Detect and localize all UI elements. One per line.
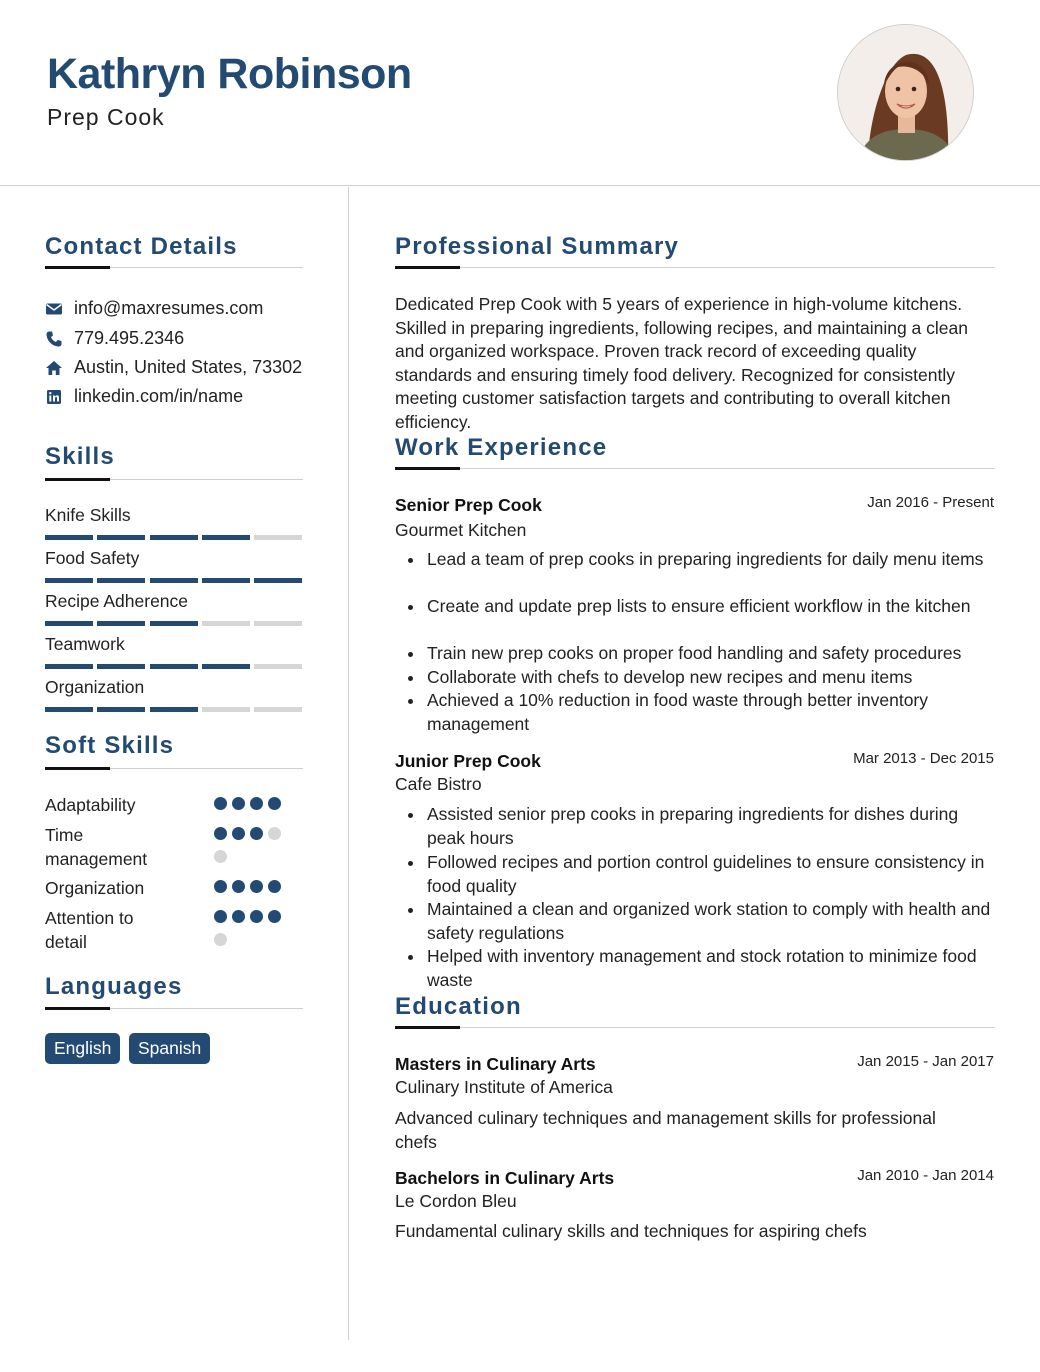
profile-photo-illustration	[838, 25, 974, 161]
degree-description: Advanced culinary techniques and management skills for professional chefs	[395, 1108, 936, 1152]
job-date: Jan 2016 - Present	[867, 494, 994, 511]
skill-level-segment	[254, 621, 302, 626]
skill-level-segment	[202, 664, 250, 669]
job-company: Gourmet Kitchen	[395, 520, 527, 540]
soft-skill-dot	[232, 827, 245, 840]
soft-skill-dot	[232, 797, 245, 810]
degree-title: Masters in Culinary Arts	[395, 1054, 596, 1074]
soft-skill-label: Adaptability	[45, 795, 136, 815]
contact-email-text: info@maxresumes.com	[74, 298, 264, 318]
list-item: Collaborate with chefs to develop new recipes and menu items	[427, 666, 997, 690]
contact-heading-rule	[45, 267, 303, 268]
soft-skill-dot	[214, 933, 227, 946]
contact-email[interactable]	[45, 298, 263, 319]
soft-skills-heading-rule	[45, 768, 303, 769]
skill-label: Food Safety	[45, 548, 140, 568]
degree-school: Culinary Institute of America	[395, 1077, 613, 1097]
list-item: Create and update prep lists to ensure efficient workflow in the kitchen	[427, 595, 997, 619]
contact-phone[interactable]	[45, 328, 184, 349]
list-item: Followed recipes and portion control guidelines to ensure consistency in food quality	[427, 851, 997, 898]
contact-heading: Contact Details	[45, 233, 238, 260]
list-item: Lead a team of prep cooks in preparing ingredients for daily menu items	[427, 548, 997, 572]
soft-skill-dot	[250, 880, 263, 893]
contact-phone-text: 779.495.2346	[74, 328, 185, 348]
list-item: Achieved a 10% reduction in food waste through better inventory management	[427, 689, 997, 736]
skill-bars	[45, 707, 302, 712]
soft-skill-dots	[214, 797, 288, 820]
soft-skill-dot	[214, 910, 227, 923]
list-item: Assisted senior prep cooks in preparing ingredients for dishes during peak hours	[427, 803, 997, 850]
skill-level-segment	[150, 621, 198, 626]
contact-linkedin[interactable]	[45, 386, 243, 407]
summary-text: Dedicated Prep Cook with 5 years of experience in high-volume kitchens. Skilled in preparing ingredients, following recipes, and maintaining a clean and organized workspace. Proven track record of exceeding quality standards and ensuring timely food delivery. Recognized for consistently meeting customer satisfaction targets and contributing to overall kitchen efficiency.	[395, 294, 968, 432]
email-icon	[45, 300, 63, 318]
job-title: Junior Prep Cook	[395, 751, 541, 771]
column-divider	[348, 187, 349, 1340]
contact-linkedin-text: linkedin.com/in/name	[74, 386, 244, 406]
degree-title: Bachelors in Culinary Arts	[395, 1168, 615, 1188]
soft-skill-label: Attention to detail	[45, 908, 134, 952]
skill-level-segment	[97, 621, 145, 626]
candidate-name: Kathryn Robinson	[47, 50, 412, 98]
linkedin-icon	[45, 388, 63, 406]
skill-level-segment	[45, 578, 93, 583]
skill-label: Recipe Adherence	[45, 591, 189, 611]
soft-skill-dot	[268, 827, 281, 840]
skill-level-segment	[45, 707, 93, 712]
soft-skill-label: Organization	[45, 878, 145, 898]
skill-level-segment	[150, 578, 198, 583]
soft-skill-dot	[268, 797, 281, 810]
list-item: Train new prep cooks on proper food handling and safety procedures	[427, 642, 997, 666]
languages-heading-rule	[45, 1008, 303, 1009]
list-item: Maintained a clean and organized work station to comply with health and safety regulations	[427, 898, 997, 945]
degree-school: Le Cordon Bleu	[395, 1191, 517, 1211]
skill-level-segment	[254, 664, 302, 669]
skill-level-segment	[150, 535, 198, 540]
list-item: Helped with inventory management and stock rotation to minimize food waste	[427, 945, 997, 992]
job-date: Mar 2013 - Dec 2015	[853, 750, 994, 767]
contact-address-text: Austin, United States, 73302	[74, 357, 303, 377]
education-heading-rule	[395, 1027, 995, 1028]
soft-skill-dot	[250, 827, 263, 840]
skill-level-segment	[202, 621, 250, 626]
skill-label: Organization	[45, 677, 145, 697]
soft-skill-dot	[232, 910, 245, 923]
skill-level-segment	[45, 664, 93, 669]
soft-skill-dot	[214, 850, 227, 863]
soft-skill-dots	[214, 910, 288, 956]
soft-skills-heading: Soft Skills	[45, 732, 175, 759]
home-icon	[45, 359, 63, 377]
skill-level-segment	[202, 535, 250, 540]
language-badge: English	[45, 1033, 120, 1064]
skill-bars	[45, 621, 302, 626]
soft-skill-dot	[250, 910, 263, 923]
soft-skill-dot	[268, 910, 281, 923]
skill-level-segment	[97, 707, 145, 712]
language-badge: Spanish	[129, 1033, 210, 1064]
soft-skill-label: Time management	[45, 825, 148, 869]
skill-bars	[45, 578, 302, 583]
soft-skill-dot	[214, 797, 227, 810]
skill-level-segment	[45, 621, 93, 626]
soft-skill-dot	[214, 827, 227, 840]
skill-level-segment	[45, 535, 93, 540]
soft-skill-dots	[214, 827, 288, 873]
resume-header	[0, 0, 1040, 186]
degree-date: Jan 2010 - Jan 2014	[857, 1167, 994, 1184]
soft-skill-dots	[214, 880, 288, 903]
candidate-title: Prep Cook	[47, 104, 165, 130]
degree-description: Fundamental culinary skills and techniques for aspiring chefs	[395, 1221, 867, 1241]
profile-photo	[837, 24, 974, 161]
skill-level-segment	[254, 578, 302, 583]
skill-label: Knife Skills	[45, 505, 131, 525]
skill-label: Teamwork	[45, 634, 125, 654]
languages-heading: Languages	[45, 973, 183, 1000]
skill-level-segment	[202, 578, 250, 583]
soft-skill-dot	[232, 880, 245, 893]
skill-level-segment	[97, 535, 145, 540]
skill-level-segment	[254, 535, 302, 540]
job-title: Senior Prep Cook	[395, 495, 542, 515]
skills-heading: Skills	[45, 443, 115, 470]
summary-heading: Professional Summary	[395, 233, 680, 260]
experience-heading-rule	[395, 468, 995, 469]
job-company: Cafe Bistro	[395, 774, 482, 794]
experience-heading: Work Experience	[395, 434, 608, 461]
degree-date: Jan 2015 - Jan 2017	[857, 1053, 994, 1070]
summary-heading-rule	[395, 267, 995, 268]
soft-skill-dot	[250, 797, 263, 810]
skills-heading-rule	[45, 479, 303, 480]
soft-skill-dot	[268, 880, 281, 893]
skill-bars	[45, 664, 302, 669]
phone-icon	[45, 330, 63, 348]
skill-level-segment	[97, 664, 145, 669]
skill-level-segment	[150, 664, 198, 669]
contact-address	[45, 357, 302, 378]
skill-level-segment	[254, 707, 302, 712]
skill-bars	[45, 535, 302, 540]
soft-skill-dot	[214, 880, 227, 893]
skill-level-segment	[202, 707, 250, 712]
skill-level-segment	[97, 578, 145, 583]
education-heading: Education	[395, 993, 522, 1020]
skill-level-segment	[150, 707, 198, 712]
